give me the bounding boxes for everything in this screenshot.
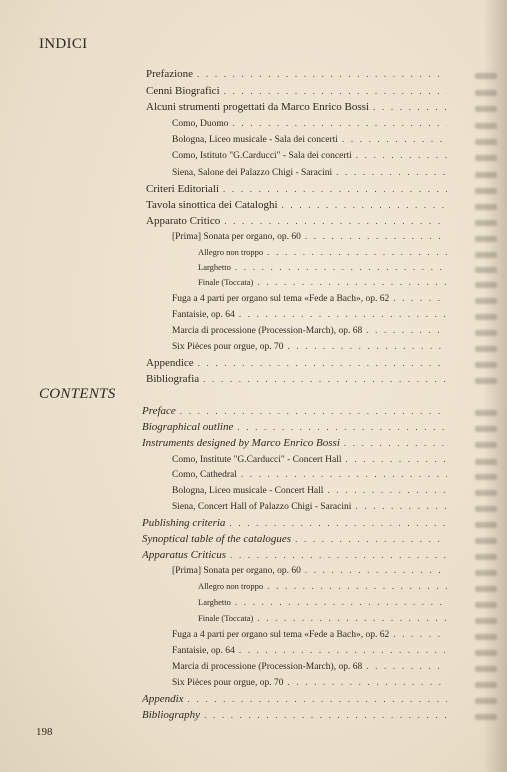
toc-entry-label: Como, Istituto "G.Carducci" - Sala dei concerti xyxy=(172,151,352,161)
blurred-page-number xyxy=(475,666,497,672)
toc-entry-label: Biographical outline xyxy=(142,421,234,433)
blurred-page-number xyxy=(475,378,497,384)
contents-toc-entry xyxy=(172,565,447,576)
indici-toc-entry xyxy=(146,199,447,211)
indici-toc-entry xyxy=(146,68,447,80)
blurred-page-number xyxy=(475,236,497,242)
blurred-page-number xyxy=(475,634,497,640)
blurred-page-number xyxy=(475,172,497,178)
dot-leader xyxy=(223,184,447,194)
blurred-page-number xyxy=(475,204,497,210)
toc-entry-label: Criteri Editoriali xyxy=(146,183,220,195)
indici-toc-entry xyxy=(172,150,447,161)
dot-leader xyxy=(224,216,447,226)
toc-entry-label: Larghetto xyxy=(198,262,231,272)
contents-toc-entry xyxy=(142,517,447,529)
toc-entry-label: Siena, Salone dei Palazzo Chigi - Saracini xyxy=(172,168,333,178)
blurred-page-number xyxy=(475,538,497,544)
indici-toc-entry xyxy=(146,215,447,227)
toc-entry-label: Bibliography xyxy=(142,709,201,721)
indici-toc-entry xyxy=(198,247,447,257)
dot-leader xyxy=(344,438,447,448)
contents-toc-entry xyxy=(198,613,447,623)
indici-toc-entry xyxy=(172,293,447,304)
toc-entry-label: [Prima] Sonata per organo, op. 60 xyxy=(172,566,301,576)
indici-toc-entry xyxy=(172,118,447,129)
indici-toc-entry xyxy=(172,231,447,242)
blurred-page-number xyxy=(475,474,497,480)
blurred-page-number xyxy=(475,506,497,512)
dot-leader xyxy=(336,167,447,177)
toc-entry-label: Six Pièces pour orgue, op. 70 xyxy=(172,342,284,352)
toc-entry-label: Publishing criteria xyxy=(142,517,226,529)
indici-toc-entry xyxy=(172,167,447,178)
dot-leader xyxy=(342,134,447,144)
contents-toc-entry xyxy=(172,501,447,512)
blurred-page-number xyxy=(475,252,497,258)
indici-toc-entry xyxy=(172,325,447,336)
page-number: 198 xyxy=(36,726,53,738)
toc-entry-label: Bibliografia xyxy=(146,373,200,385)
dot-leader xyxy=(224,86,447,96)
dot-leader xyxy=(239,309,447,319)
dot-leader xyxy=(327,485,447,495)
toc-entry-label: Fantaisie, op. 64 xyxy=(172,310,235,320)
contents-toc-entry xyxy=(172,485,447,496)
dot-leader xyxy=(345,454,447,464)
dot-leader xyxy=(267,581,447,591)
contents-toc-entry xyxy=(142,693,447,705)
indici-toc-entry xyxy=(172,309,447,320)
toc-entry-label: Preface xyxy=(142,405,176,417)
blurred-page-number xyxy=(475,602,497,608)
blurred-page-number xyxy=(475,267,497,273)
dot-leader xyxy=(237,422,447,432)
toc-entry-label: Bologna, Liceo musicale - Sala dei concerti xyxy=(172,135,338,145)
toc-entry-label: Instruments designed by Marco Enrico Bossi xyxy=(142,437,340,449)
toc-entry-label: Allegro non troppo xyxy=(198,247,264,257)
indici-toc-entry xyxy=(146,357,447,369)
dot-leader xyxy=(287,677,447,687)
toc-entry-label: Fantaisie, op. 64 xyxy=(172,646,235,656)
contents-toc-entry xyxy=(172,469,447,480)
blurred-page-number xyxy=(475,282,497,288)
dot-leader xyxy=(239,645,447,655)
dot-leader xyxy=(356,150,447,160)
blurred-page-number xyxy=(475,139,497,145)
toc-entry-label: Apparato Critico xyxy=(146,215,221,227)
dot-leader xyxy=(305,231,447,241)
dot-leader xyxy=(232,118,447,128)
contents-toc-entry xyxy=(198,597,447,607)
blurred-page-number xyxy=(475,90,497,96)
blurred-page-number xyxy=(475,714,497,720)
toc-entry-label: Allegro non troppo xyxy=(198,581,264,591)
dot-leader xyxy=(366,661,447,671)
dot-leader xyxy=(257,277,447,287)
blurred-page-number xyxy=(475,106,497,112)
blurred-page-number xyxy=(475,410,497,416)
blurred-page-number xyxy=(475,586,497,592)
indici-toc-entry xyxy=(198,277,447,287)
dot-leader xyxy=(197,69,447,79)
indici-toc-entry xyxy=(146,101,447,113)
toc-entry-label: Six Pièces pour orgue, op. 70 xyxy=(172,678,284,688)
toc-entry-label: Apparatus Criticus xyxy=(142,549,227,561)
indici-heading: INDICI xyxy=(39,36,88,52)
toc-entry-label: Finale (Toccata) xyxy=(198,277,254,287)
blurred-page-number xyxy=(475,220,497,226)
blurred-page-number xyxy=(475,682,497,688)
blurred-page-number xyxy=(475,618,497,624)
blurred-page-number xyxy=(475,314,497,320)
blurred-page-number xyxy=(475,330,497,336)
dot-leader xyxy=(393,629,447,639)
blurred-page-number xyxy=(475,442,497,448)
toc-entry-label: Synoptical table of the catalogues xyxy=(142,533,292,545)
contents-toc-entry xyxy=(172,645,447,656)
dot-leader xyxy=(287,341,447,351)
blurred-page-number xyxy=(475,522,497,528)
dot-leader xyxy=(204,710,447,720)
blurred-page-number xyxy=(475,73,497,79)
dot-leader xyxy=(235,597,447,607)
dot-leader xyxy=(355,501,447,511)
contents-toc-entry xyxy=(142,405,447,417)
contents-toc-entry xyxy=(142,421,447,433)
contents-toc-entry xyxy=(172,629,447,640)
dot-leader xyxy=(267,247,447,257)
toc-entry-label: Alcuni strumenti progettati da Marco Enrico Bossi xyxy=(146,101,370,113)
dot-leader xyxy=(305,565,447,575)
blurred-page-number xyxy=(475,698,497,704)
dot-leader xyxy=(366,325,447,335)
contents-toc-entry xyxy=(142,533,447,545)
dot-leader xyxy=(180,406,447,416)
dot-leader xyxy=(198,358,447,368)
blurred-page-number xyxy=(475,570,497,576)
contents-toc-entry xyxy=(172,677,447,688)
contents-toc-entry xyxy=(198,581,447,591)
toc-entry-label: Como, Cathedral xyxy=(172,470,237,480)
toc-entry-label: Como, Institute "G.Carducci" - Concert Hall xyxy=(172,455,342,465)
toc-entry-label: Tavola sinottica dei Cataloghi xyxy=(146,199,278,211)
toc-entry-label: Siena, Concert Hall of Palazzo Chigi - Saracini xyxy=(172,502,352,512)
toc-entry-label: Cenni Biografici xyxy=(146,85,220,97)
indici-toc-entry xyxy=(172,134,447,145)
toc-entry-label: Fuga a 4 parti per organo sul tema «Fede a Bach», op. 62 xyxy=(172,294,390,304)
dot-leader xyxy=(257,613,447,623)
indici-toc-entry xyxy=(172,341,447,352)
dot-leader xyxy=(373,102,447,112)
toc-entry-label: Fuga a 4 parti per organo sul tema «Fede a Bach», op. 62 xyxy=(172,630,390,640)
toc-entry-label: Bologna, Liceo musicale - Concert Hall xyxy=(172,486,324,496)
blurred-page-number xyxy=(475,554,497,560)
blurred-page-number xyxy=(475,155,497,161)
blurred-page-number xyxy=(475,298,497,304)
toc-entry-label: Como, Duomo xyxy=(172,119,229,129)
blurred-page-number xyxy=(475,490,497,496)
dot-leader xyxy=(229,518,447,528)
indici-toc-entry xyxy=(146,183,447,195)
indici-toc-entry xyxy=(146,373,447,385)
toc-entry-label: Prefazione xyxy=(146,68,194,80)
dot-leader xyxy=(203,374,447,384)
blurred-page-number xyxy=(475,459,497,465)
toc-entry-label: Appendix xyxy=(142,693,184,705)
toc-entry-label: Marcia di processione (Procession-March), op. 68 xyxy=(172,326,363,336)
toc-entry-label: Finale (Toccata) xyxy=(198,613,254,623)
blurred-page-number xyxy=(475,426,497,432)
dot-leader xyxy=(241,469,447,479)
dot-leader xyxy=(230,550,447,560)
toc-entry-label: Appendice xyxy=(146,357,194,369)
dot-leader xyxy=(235,262,447,272)
dot-leader xyxy=(282,200,447,210)
contents-toc-entry xyxy=(172,454,447,465)
blurred-page-number xyxy=(475,123,497,129)
toc-entry-label: Marcia di processione (Procession-March), op. 68 xyxy=(172,662,363,672)
dot-leader xyxy=(393,293,447,303)
toc-entry-label: [Prima] Sonata per organo, op. 60 xyxy=(172,232,301,242)
blurred-page-number xyxy=(475,188,497,194)
dot-leader xyxy=(188,694,447,704)
blurred-page-number xyxy=(475,650,497,656)
blurred-page-number xyxy=(475,362,497,368)
blurred-page-number xyxy=(475,346,497,352)
indici-toc-entry xyxy=(198,262,447,272)
dot-leader xyxy=(295,534,447,544)
contents-toc-entry xyxy=(142,437,447,449)
toc-entry-label: Larghetto xyxy=(198,597,231,607)
contents-toc-entry xyxy=(142,709,447,721)
contents-toc-entry xyxy=(172,661,447,672)
contents-heading: CONTENTS xyxy=(39,386,116,402)
indici-toc-entry xyxy=(146,85,447,97)
contents-toc-entry xyxy=(142,549,447,561)
